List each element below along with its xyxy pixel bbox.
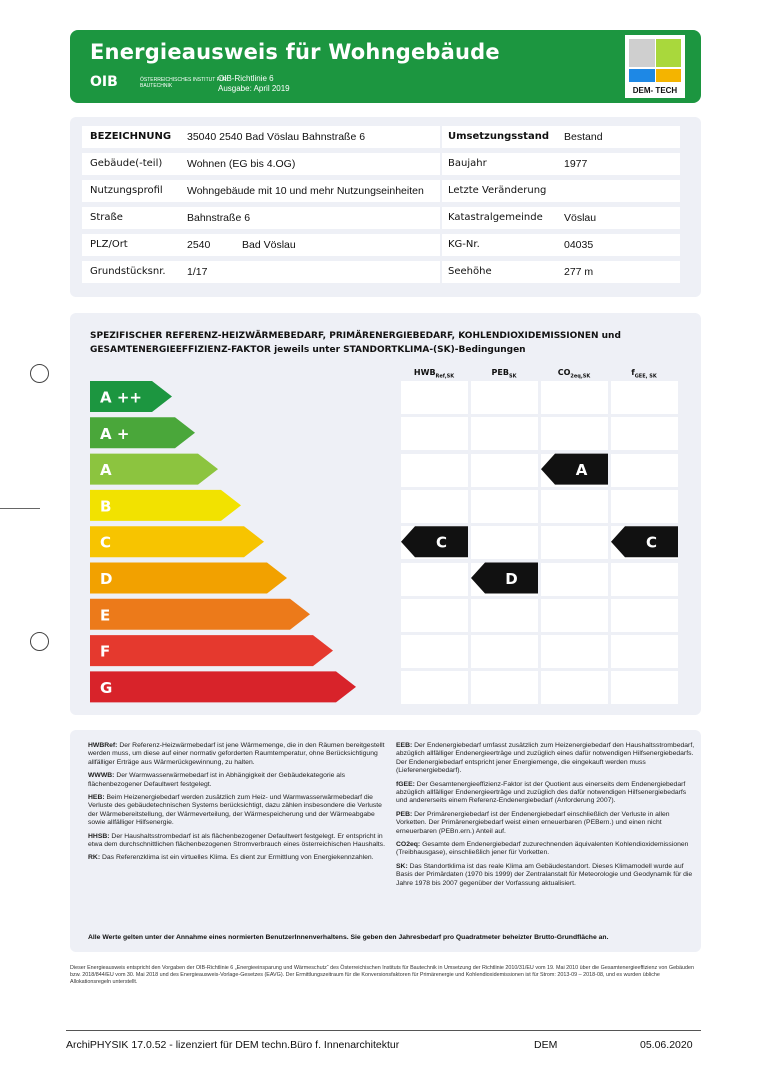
- info-label: Straße: [90, 212, 123, 223]
- rating-marker: [611, 526, 678, 557]
- oib-subtitle: ÖSTERREICHISCHES INSTITUT FÜR BAUTECHNIK: [140, 77, 227, 89]
- legal-disclaimer: Dieser Energieausweis entspricht den Vorgaben der OIB-Richtlinie 6 „Energieeinsparung und Wärmeschutz“ des Österreichischen Instituts für Bautechnik in Umsetzung der Richtlinie 2010/31/EU vom 19. Mai 2010 über die Gesamtenergieeffizienz von Gebäuden bzw. 2018/844/EU vom 30. Mai 2018 und des Energieausweis-Vorlage-Gesetzes (EAVG). Der Ermittlungszeitraum für die Konversionsfaktoren für Primärenergie und Kohlendioxidemissionen ist für Strom: 2013-09 – 2018-08, und es wurden übliche Allokationsregeln unterstellt.: [70, 965, 695, 985]
- definition-item: [88, 854, 388, 862]
- info-label: KG-Nr.: [448, 239, 480, 250]
- certificate-header: [70, 30, 701, 103]
- fold-mark: [0, 508, 40, 509]
- definition-text: Der Referenz-Heizwärmebedarf ist jene Wärmemenge, die in den Räumen bereitgestellt werden muss, um diese auf einer normativ geforderten Raumtemperatur, ohne Berücksichtigung allfälliger Erträge aus Wärmerückgewinnung, zu halten.: [88, 742, 385, 766]
- chart-title: SPEZIFISCHER REFERENZ-HEIZWÄRMEBEDARF, PRIMÄRENERGIEBEDARF, KOHLENDIOXIDEMISSIONEN und GESAMTENERGIEEFFIZIENZ-FAKTOR jeweils unter STANDORTKLIMA-(SK)-Bedingungen: [90, 331, 621, 355]
- rating-marker-label: A: [575, 461, 588, 480]
- info-value: 1/17: [187, 266, 208, 278]
- info-row-left: [82, 126, 440, 148]
- definition-text: Der Warmwasserwärmebedarf ist in Abhängigkeit der Gebäudekategorie als flächenbezogener Defaultwert festgelegt.: [88, 772, 346, 788]
- footer-divider: [66, 1030, 701, 1031]
- definition-text: Das Referenzklima ist ein virtuelles Klima. Es dient zur Ermittlung von Energiekennzahlen.: [101, 854, 374, 862]
- info-label: BEZEICHNUNG: [90, 131, 172, 142]
- column-header-subscript: Ref,SK: [435, 373, 455, 380]
- definitions-panel: [70, 730, 701, 952]
- rating-class-arrow: [90, 490, 241, 521]
- rating-class-label: E: [100, 606, 111, 625]
- info-row-right: [442, 180, 680, 202]
- rating-class-label: A: [100, 461, 112, 480]
- info-label: Letzte Veränderung: [448, 185, 547, 196]
- footer-software: ArchiPHYSIK 17.0.52 - lizenziert für DEM techn.Büro f. Innenarchitektur: [66, 1039, 400, 1051]
- info-row-right: [442, 261, 680, 283]
- definition-item: [396, 863, 696, 888]
- rating-marker: [401, 526, 468, 557]
- definition-item: [396, 742, 696, 776]
- definition-term: PEB:: [396, 810, 415, 818]
- oib-logo: OIB: [90, 74, 118, 90]
- guideline: OIB-Richtlinie 6: [218, 74, 274, 83]
- column-header-name: CO: [557, 368, 571, 377]
- definition-item: [88, 742, 388, 767]
- info-row-right: [442, 126, 680, 148]
- footer-code: DEM: [534, 1039, 558, 1051]
- column-header-subscript: GEE, SK: [634, 373, 657, 380]
- info-row-right: [442, 207, 680, 229]
- building-info-panel: [70, 117, 701, 297]
- logo-square-blue: [629, 69, 655, 82]
- definition-term: fGEE:: [396, 780, 417, 788]
- info-label: Gebäude(-teil): [90, 158, 163, 169]
- definition-term: WWWB:: [88, 772, 117, 780]
- definition-term: HHSB:: [88, 832, 112, 840]
- rating-class-label: A ++: [100, 388, 142, 407]
- definition-item: [396, 811, 696, 836]
- footer-date: 05.06.2020: [640, 1039, 693, 1051]
- info-value: Bestand: [564, 131, 603, 143]
- info-value: 2540: [187, 239, 211, 251]
- rating-marker-label: C: [435, 533, 448, 552]
- definition-term: HEB:: [88, 794, 107, 802]
- info-label: Nutzungsprofil: [90, 185, 163, 196]
- info-row-left: [82, 180, 440, 202]
- rating-marker: [541, 454, 608, 485]
- definition-item: [396, 781, 696, 806]
- definition-text: Der Endenergiebedarf umfasst zusätzlich zum Heizenergiebedarf den Haushaltsstrombedarf, abzüglich allfälliger Endenergieerträge und zuzüglich eines dafür notwendigen Hilfsenergiebedarfs. Der Endenergiebedarf entspricht jener Energiemenge, die eingekauft werden muss (Lieferenergiebedarf).: [396, 742, 695, 775]
- definition-term: RK:: [88, 854, 102, 862]
- rating-marker-label: C: [645, 533, 658, 552]
- rating-marker-label: D: [505, 570, 518, 588]
- rating-class-label: C: [100, 533, 112, 552]
- info-label: PLZ/Ort: [90, 239, 128, 250]
- logo-square-green: [656, 39, 681, 67]
- rating-class-label: D: [100, 570, 113, 588]
- rating-class-arrow: [90, 526, 264, 557]
- column-header-name: f: [631, 368, 635, 377]
- info-row-right: [442, 234, 680, 256]
- definition-text: Der Gesamtenergieeffizienz-Faktor ist der Quotient aus einerseits dem Endenergiebedarf abzüglich allfälliger Endenergieerträge und zuzüglich des dafür notwendigen Hilfsenergiebedarfs und andererseits einem Referenz-Endenergiebedarf (Anforderung 2007).: [396, 780, 687, 805]
- definition-term: SK:: [396, 862, 410, 870]
- info-value: 35040 2540 Bad Vöslau Bahnstraße 6: [187, 131, 366, 143]
- info-value-secondary: Bad Vöslau: [242, 239, 296, 251]
- info-value: Wohngebäude mit 10 und mehr Nutzungseinheiten: [187, 185, 424, 197]
- column-header-name: PEB: [491, 368, 509, 377]
- definition-item: [88, 794, 388, 828]
- info-label: Umsetzungsstand: [448, 131, 549, 142]
- definition-term: EEB:: [396, 742, 415, 749]
- definition-item: [396, 841, 696, 858]
- definition-text: Gesamte dem Endenergiebedarf zuzurechnenden äquivalenten Kohlendioxidemissionen (Treibhausgase), einschließlich jener für Vorketten.: [396, 841, 689, 857]
- definition-text: Das Standortklima ist das reale Klima am Gebäudestandort. Dieses Klimamodell wurde auf Basis der Primärdaten (1970 bis 1999) der Zentralanstalt für Meteorologie und Geodynamik für die Jahre 1978 bis 2007 gegenüber der Vorfassung aktualisiert.: [396, 862, 693, 887]
- info-row-right: [442, 153, 680, 175]
- dem-tech-logo: [625, 35, 685, 98]
- column-header-subscript: 2eq,SK: [570, 373, 591, 380]
- punch-hole-top: [30, 364, 49, 383]
- rating-scale-graphic: [70, 313, 701, 715]
- rating-class-label: A +: [100, 424, 130, 443]
- rating-class-arrow: [90, 599, 310, 630]
- info-label: Baujahr: [448, 158, 487, 169]
- logo-square-grey: [629, 39, 655, 67]
- edition: Ausgabe: April 2019: [218, 84, 290, 93]
- definition-text: Beim Heizenergiebedarf werden zusätzlich zum Heiz- und Warmwasserwärmebedarf die Verluste des gebäudetechnischen Systems berücksichtigt, dazu zählen insbesondere die Verluste der Wärmebereitstellung, der Wärmeverteilung, der Wärmespeicherung und der Wärmeabgabe sowie allfälliger Hilfsenergie.: [88, 794, 382, 827]
- rating-class-label: F: [100, 642, 111, 661]
- info-value: Bahnstraße 6: [187, 212, 251, 224]
- definition-term: HWBRef:: [88, 742, 120, 749]
- definition-text: Der Primärenergiebedarf ist der Endenergiebedarf einschließlich der Verluste in allen Vorketten. Der Primärenergiebedarf weist einen erneuerbaren (PEBern.) und einen nicht erneuerbaren (PEBn.ern.) Anteil auf.: [396, 810, 670, 835]
- rating-class-arrow: [90, 671, 356, 702]
- rating-class-arrow: [90, 563, 287, 594]
- info-row-left: [82, 261, 440, 283]
- rating-class-arrow: [90, 635, 333, 666]
- info-value: Wohnen (EG bis 4.OG): [187, 158, 296, 170]
- info-label: Seehöhe: [448, 266, 492, 277]
- column-header-subscript: SK: [508, 373, 517, 380]
- logo-square-yellow: [656, 69, 681, 82]
- energy-rating-chart: [70, 313, 701, 715]
- info-row-left: [82, 207, 440, 229]
- info-value: 04035: [564, 239, 594, 251]
- certificate-title: Energieausweis für Wohngebäude: [90, 40, 500, 64]
- info-value: 277 m: [564, 266, 594, 278]
- definition-item: [88, 833, 388, 850]
- definition-text: Der Haushaltsstrombedarf ist als flächenbezogener Defaultwert festgelegt. Er entspricht in etwa dem durchschnittlichen flächenbezogenen Stromverbrauch eines österreichischen Haushalts.: [88, 832, 385, 849]
- rating-class-label: B: [100, 497, 112, 516]
- info-label: Katastralgemeinde: [448, 212, 543, 223]
- info-value: 1977: [564, 158, 588, 170]
- definitions-footnote: Alle Werte gelten unter der Annahme eines normierten BenutzerInnenverhaltens. Sie geben den Jahresbedarf pro Quadratmeter beheizter Brutto-Grundfläche an.: [88, 934, 609, 941]
- definitions-right: [396, 742, 696, 893]
- info-row-left: [82, 234, 440, 256]
- info-value: Vöslau: [564, 212, 597, 224]
- rating-class-label: G: [100, 678, 113, 697]
- definition-item: [88, 772, 388, 789]
- punch-hole-bottom: [30, 632, 49, 651]
- info-row-left: [82, 153, 440, 175]
- dem-logo-label: DEM- TECH: [632, 86, 678, 95]
- guideline-info: [218, 74, 290, 94]
- column-header-name: HWB: [413, 368, 436, 377]
- definitions-left: [88, 742, 388, 868]
- definition-term: CO2eq:: [396, 841, 423, 849]
- info-label: Grundstücksnr.: [90, 266, 166, 277]
